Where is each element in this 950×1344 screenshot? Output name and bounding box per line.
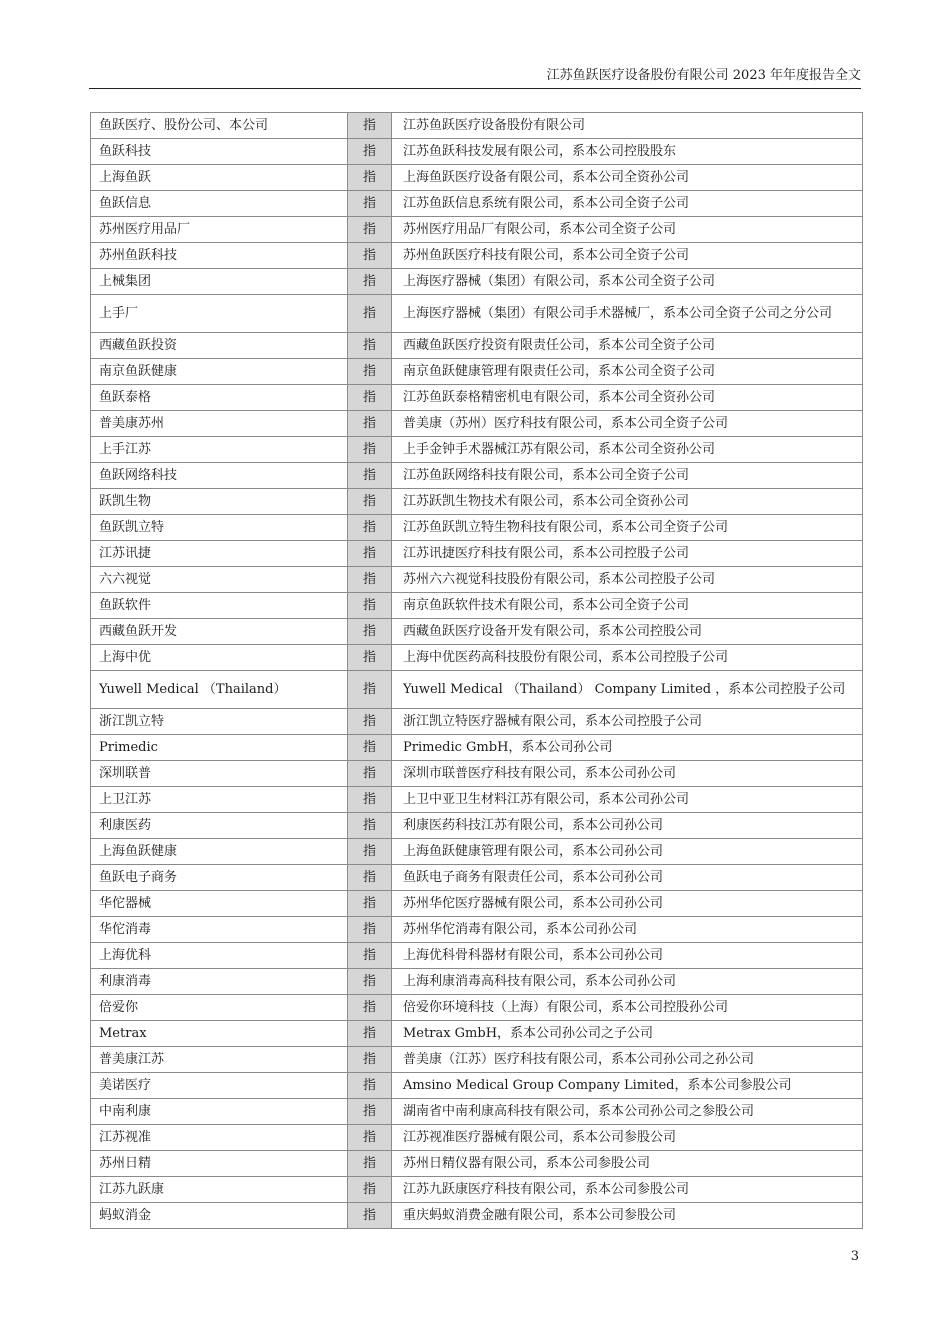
table-row (91, 463, 863, 489)
definition-cell: 上手金钟手术器械江苏有限公司，系本公司全资孙公司 (392, 437, 863, 463)
table-row (91, 217, 863, 243)
ref-cell: 指 (348, 269, 392, 295)
table-row (91, 1203, 863, 1229)
term-cell: 西藏鱼跃开发 (91, 619, 348, 645)
definition-cell: 西藏鱼跃医疗设备开发有限公司，系本公司控股公司 (392, 619, 863, 645)
definition-cell: 西藏鱼跃医疗投资有限责任公司，系本公司全资子公司 (392, 333, 863, 359)
table-row (91, 1073, 863, 1099)
table-row (91, 191, 863, 217)
ref-cell: 指 (348, 709, 392, 735)
definition-cell: 江苏跃凯生物技术有限公司，系本公司全资孙公司 (392, 489, 863, 515)
table-row (91, 1177, 863, 1203)
ref-cell: 指 (348, 891, 392, 917)
ref-cell: 指 (348, 385, 392, 411)
term-cell: 江苏九跃康 (91, 1177, 348, 1203)
table-row (91, 113, 863, 139)
definition-cell: 深圳市联普医疗科技有限公司，系本公司孙公司 (392, 761, 863, 787)
definition-cell: 苏州六六视觉科技股份有限公司，系本公司控股子公司 (392, 567, 863, 593)
term-cell: 苏州医疗用品厂 (91, 217, 348, 243)
ref-cell: 指 (348, 813, 392, 839)
definition-cell: 江苏鱼跃信息系统有限公司，系本公司全资子公司 (392, 191, 863, 217)
term-cell: 华佗消毒 (91, 917, 348, 943)
table-row (91, 1151, 863, 1177)
ref-cell: 指 (348, 735, 392, 761)
term-cell: 鱼跃泰格 (91, 385, 348, 411)
definition-cell: 苏州医疗用品厂有限公司，系本公司全资子公司 (392, 217, 863, 243)
definition-cell: 鱼跃电子商务有限责任公司，系本公司孙公司 (392, 865, 863, 891)
ref-cell: 指 (348, 489, 392, 515)
table-row (91, 735, 863, 761)
definition-cell: Metrax GmbH，系本公司孙公司之子公司 (392, 1021, 863, 1047)
ref-cell: 指 (348, 217, 392, 243)
table-row (91, 1099, 863, 1125)
definition-cell: 上海鱼跃医疗设备有限公司，系本公司全资孙公司 (392, 165, 863, 191)
table-row (91, 709, 863, 735)
table-row (91, 995, 863, 1021)
term-cell: 上海鱼跃 (91, 165, 348, 191)
definition-cell: 普美康（苏州）医疗科技有限公司，系本公司全资子公司 (392, 411, 863, 437)
ref-cell: 指 (348, 917, 392, 943)
ref-cell: 指 (348, 1047, 392, 1073)
table-row (91, 619, 863, 645)
definition-cell: 湖南省中南利康高科技有限公司，系本公司孙公司之参股公司 (392, 1099, 863, 1125)
definition-cell: 苏州华佗消毒有限公司，系本公司孙公司 (392, 917, 863, 943)
ref-cell: 指 (348, 165, 392, 191)
definition-cell: 江苏鱼跃凯立特生物科技有限公司，系本公司全资子公司 (392, 515, 863, 541)
definition-cell: 倍爱你环境科技（上海）有限公司，系本公司控股孙公司 (392, 995, 863, 1021)
definition-cell: 浙江凯立特医疗器械有限公司，系本公司控股子公司 (392, 709, 863, 735)
term-cell: 鱼跃科技 (91, 139, 348, 165)
term-cell: 西藏鱼跃投资 (91, 333, 348, 359)
table-row (91, 269, 863, 295)
table-row (91, 541, 863, 567)
ref-cell: 指 (348, 943, 392, 969)
term-cell: 上械集团 (91, 269, 348, 295)
definitions-table-body (91, 113, 863, 1229)
page-number: 3 (850, 1249, 859, 1264)
table-row (91, 139, 863, 165)
ref-cell: 指 (348, 359, 392, 385)
table-row (91, 359, 863, 385)
table-row (91, 593, 863, 619)
definition-cell: 江苏鱼跃医疗设备股份有限公司 (392, 113, 863, 139)
table-row (91, 865, 863, 891)
ref-cell: 指 (348, 1151, 392, 1177)
table-row (91, 1047, 863, 1073)
ref-cell: 指 (348, 761, 392, 787)
term-cell: 上海中优 (91, 645, 348, 671)
table-row (91, 567, 863, 593)
definition-cell: 南京鱼跃软件技术有限公司，系本公司全资子公司 (392, 593, 863, 619)
definition-cell: 苏州日精仪器有限公司，系本公司参股公司 (392, 1151, 863, 1177)
ref-cell: 指 (348, 191, 392, 217)
ref-cell: 指 (348, 969, 392, 995)
table-row (91, 761, 863, 787)
table-row (91, 645, 863, 671)
ref-cell: 指 (348, 619, 392, 645)
definition-cell: Primedic GmbH，系本公司孙公司 (392, 735, 863, 761)
table-row (91, 787, 863, 813)
ref-cell: 指 (348, 541, 392, 567)
term-cell: 鱼跃软件 (91, 593, 348, 619)
term-cell: 苏州鱼跃科技 (91, 243, 348, 269)
table-row (91, 917, 863, 943)
term-cell: 鱼跃凯立特 (91, 515, 348, 541)
table-row (91, 969, 863, 995)
term-cell: 跃凯生物 (91, 489, 348, 515)
table-row (91, 295, 863, 333)
definition-cell: 重庆蚂蚁消费金融有限公司，系本公司参股公司 (392, 1203, 863, 1229)
ref-cell: 指 (348, 593, 392, 619)
definition-cell: 南京鱼跃健康管理有限责任公司，系本公司全资子公司 (392, 359, 863, 385)
definition-cell: 苏州鱼跃医疗科技有限公司，系本公司全资子公司 (392, 243, 863, 269)
table-row (91, 813, 863, 839)
term-cell: 上手江苏 (91, 437, 348, 463)
table-row (91, 515, 863, 541)
term-cell: 利康医药 (91, 813, 348, 839)
term-cell: 上手厂 (91, 295, 348, 333)
ref-cell: 指 (348, 1021, 392, 1047)
definition-cell: 江苏鱼跃泰格精密机电有限公司，系本公司全资孙公司 (392, 385, 863, 411)
definition-cell: 上海医疗器械（集团）有限公司手术器械厂，系本公司全资子公司之分公司 (392, 295, 863, 333)
definition-cell: 上海优科骨科器材有限公司，系本公司孙公司 (392, 943, 863, 969)
ref-cell: 指 (348, 333, 392, 359)
definition-cell: 普美康（江苏）医疗科技有限公司，系本公司孙公司之孙公司 (392, 1047, 863, 1073)
term-cell: 鱼跃电子商务 (91, 865, 348, 891)
term-cell: Yuwell Medical （Thailand） (91, 671, 348, 709)
term-cell: 鱼跃网络科技 (91, 463, 348, 489)
definition-cell: 上海医疗器械（集团）有限公司，系本公司全资子公司 (392, 269, 863, 295)
term-cell: 江苏视准 (91, 1125, 348, 1151)
term-cell: Primedic (91, 735, 348, 761)
table-row (91, 411, 863, 437)
definition-cell: 上海利康消毒高科技有限公司，系本公司孙公司 (392, 969, 863, 995)
table-row (91, 333, 863, 359)
header-rule (89, 88, 861, 89)
ref-cell: 指 (348, 113, 392, 139)
table-row (91, 385, 863, 411)
definition-cell: Amsino Medical Group Company Limited，系本公司参股公司 (392, 1073, 863, 1099)
ref-cell: 指 (348, 1073, 392, 1099)
definitions-table (90, 112, 863, 1229)
definition-cell: 江苏九跃康医疗科技有限公司，系本公司参股公司 (392, 1177, 863, 1203)
ref-cell: 指 (348, 995, 392, 1021)
ref-cell: 指 (348, 139, 392, 165)
term-cell: 利康消毒 (91, 969, 348, 995)
ref-cell: 指 (348, 1203, 392, 1229)
ref-cell: 指 (348, 645, 392, 671)
definition-cell: 江苏讯捷医疗科技有限公司，系本公司控股子公司 (392, 541, 863, 567)
table-row (91, 671, 863, 709)
ref-cell: 指 (348, 671, 392, 709)
term-cell: 中南利康 (91, 1099, 348, 1125)
term-cell: 上海优科 (91, 943, 348, 969)
term-cell: 蚂蚁消金 (91, 1203, 348, 1229)
table-row (91, 243, 863, 269)
term-cell: 江苏讯捷 (91, 541, 348, 567)
term-cell: 美诺医疗 (91, 1073, 348, 1099)
term-cell: 鱼跃医疗、股份公司、本公司 (91, 113, 348, 139)
ref-cell: 指 (348, 1099, 392, 1125)
ref-cell: 指 (348, 839, 392, 865)
definition-cell: 上海鱼跃健康管理有限公司，系本公司孙公司 (392, 839, 863, 865)
term-cell: 普美康江苏 (91, 1047, 348, 1073)
table-row (91, 165, 863, 191)
term-cell: 鱼跃信息 (91, 191, 348, 217)
term-cell: 六六视觉 (91, 567, 348, 593)
table-row (91, 437, 863, 463)
term-cell: Metrax (91, 1021, 348, 1047)
definition-cell: 上卫中亚卫生材料江苏有限公司，系本公司孙公司 (392, 787, 863, 813)
page-header-title: 江苏鱼跃医疗设备股份有限公司 2023 年年度报告全文 (546, 68, 861, 83)
ref-cell: 指 (348, 865, 392, 891)
definition-cell: 上海中优医药高科技股份有限公司，系本公司控股子公司 (392, 645, 863, 671)
definition-cell: Yuwell Medical （Thailand） Company Limited ，系本公司控股子公司 (392, 671, 863, 709)
table-row (91, 1021, 863, 1047)
table-row (91, 839, 863, 865)
ref-cell: 指 (348, 243, 392, 269)
term-cell: 普美康苏州 (91, 411, 348, 437)
table-row (91, 891, 863, 917)
table-row (91, 489, 863, 515)
term-cell: 浙江凯立特 (91, 709, 348, 735)
term-cell: 深圳联普 (91, 761, 348, 787)
definition-cell: 江苏鱼跃网络科技有限公司，系本公司全资子公司 (392, 463, 863, 489)
term-cell: 倍爱你 (91, 995, 348, 1021)
term-cell: 南京鱼跃健康 (91, 359, 348, 385)
definition-cell: 利康医药科技江苏有限公司，系本公司孙公司 (392, 813, 863, 839)
ref-cell: 指 (348, 515, 392, 541)
ref-cell: 指 (348, 437, 392, 463)
term-cell: 上海鱼跃健康 (91, 839, 348, 865)
ref-cell: 指 (348, 463, 392, 489)
ref-cell: 指 (348, 1125, 392, 1151)
ref-cell: 指 (348, 567, 392, 593)
definition-cell: 苏州华佗医疗器械有限公司，系本公司孙公司 (392, 891, 863, 917)
table-row (91, 1125, 863, 1151)
term-cell: 上卫江苏 (91, 787, 348, 813)
ref-cell: 指 (348, 411, 392, 437)
term-cell: 苏州日精 (91, 1151, 348, 1177)
ref-cell: 指 (348, 295, 392, 333)
definition-cell: 江苏鱼跃科技发展有限公司，系本公司控股股东 (392, 139, 863, 165)
definition-cell: 江苏视准医疗器械有限公司，系本公司参股公司 (392, 1125, 863, 1151)
ref-cell: 指 (348, 787, 392, 813)
table-row (91, 943, 863, 969)
term-cell: 华佗器械 (91, 891, 348, 917)
ref-cell: 指 (348, 1177, 392, 1203)
